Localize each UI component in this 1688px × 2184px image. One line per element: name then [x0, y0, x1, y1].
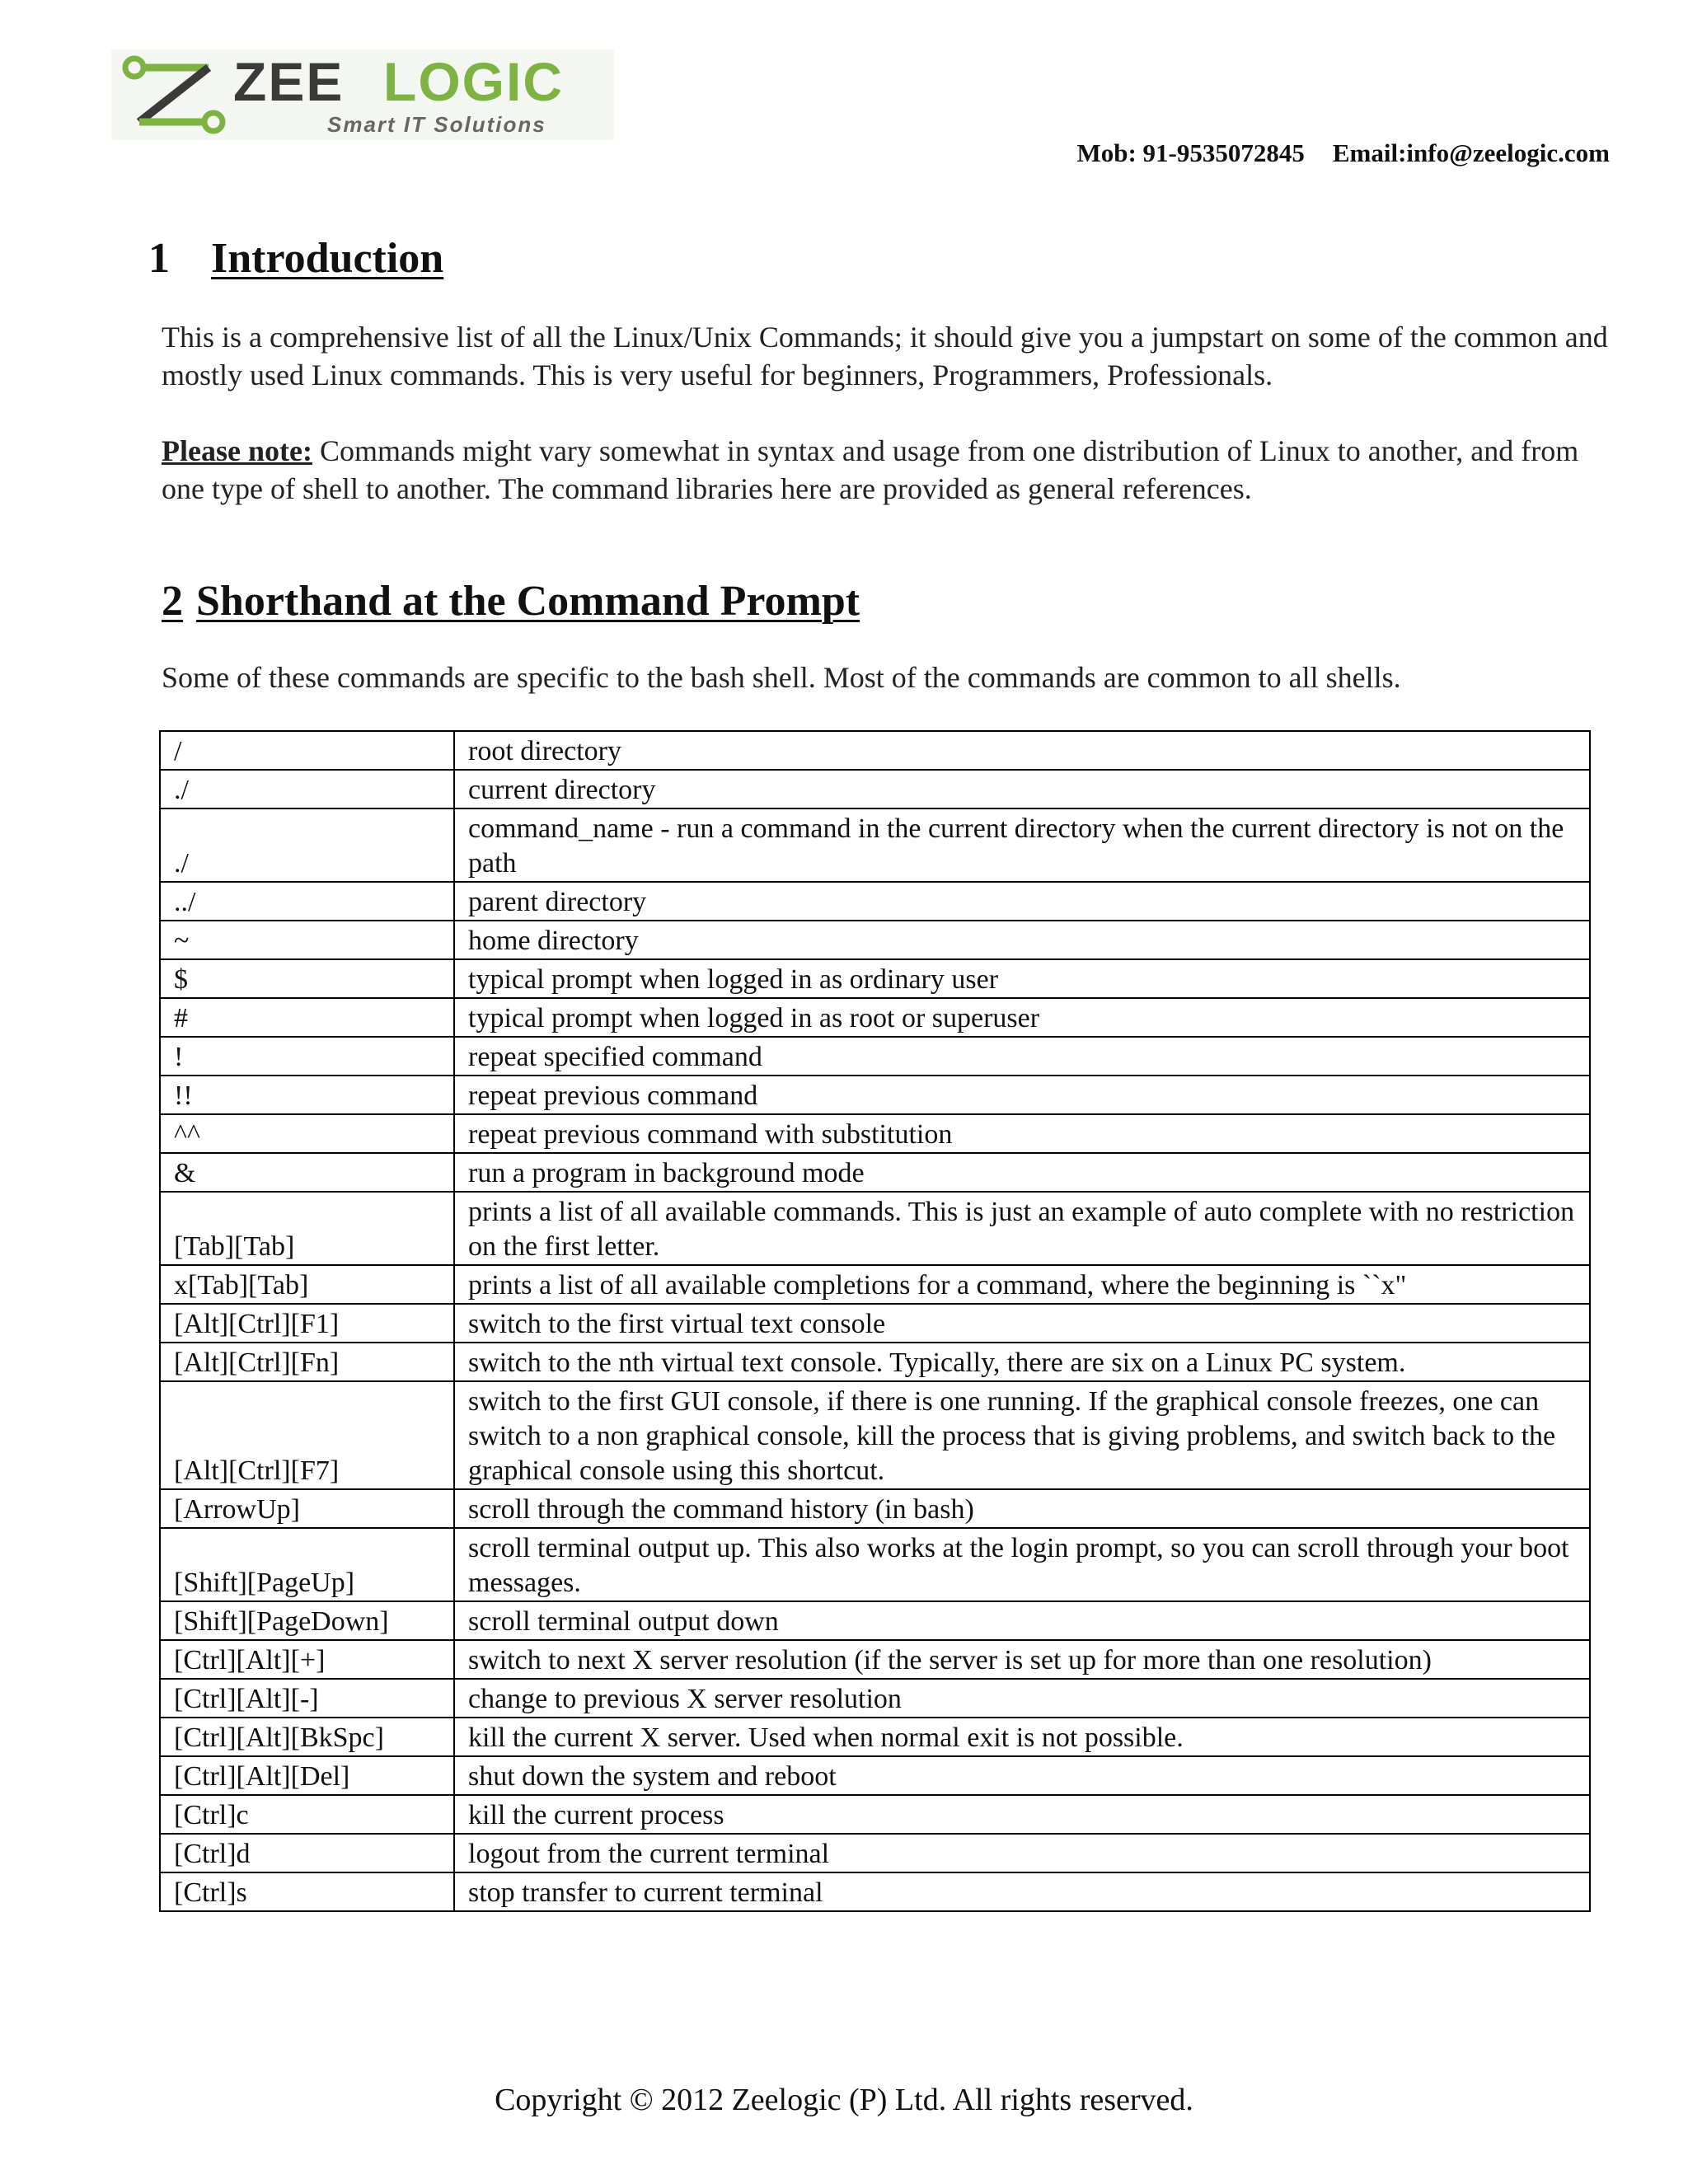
description-cell: kill the current process — [454, 1795, 1590, 1834]
command-table — [159, 730, 1591, 1912]
command-cell: [ArrowUp] — [160, 1489, 454, 1528]
table-row — [160, 1640, 1590, 1679]
table-row — [160, 1343, 1590, 1381]
description-cell: switch to the first GUI console, if there is one running. If the graphical console freezes, one can switch to a non graphical console, kill the process that is giving problems, and switch back to the graphical console using this shortcut. — [454, 1381, 1590, 1489]
description-cell: typical prompt when logged in as ordinary user — [454, 959, 1590, 998]
section-1-title: Introduction — [211, 235, 444, 282]
description-cell: scroll terminal output down — [454, 1601, 1590, 1640]
command-cell: & — [160, 1153, 454, 1192]
table-row — [160, 1153, 1590, 1192]
description-cell: current directory — [454, 770, 1590, 808]
command-cell: x[Tab][Tab] — [160, 1265, 454, 1304]
description-cell: logout from the current terminal — [454, 1834, 1590, 1872]
table-row — [160, 1037, 1590, 1076]
table-row — [160, 1304, 1590, 1343]
mobile-number: Mob: 91-9535072845 — [1076, 138, 1305, 167]
description-cell: change to previous X server resolution — [454, 1679, 1590, 1718]
intro-paragraph: This is a comprehensive list of all the Linux/Unix Commands; it should give you a jumpstart on some of the common and mostly used Linux commands. This is very useful for beginners, Programmers, Professionals. — [162, 321, 1608, 391]
description-cell: root directory — [454, 731, 1590, 770]
command-cell: [Shift][PageDown] — [160, 1601, 454, 1640]
table-row — [160, 770, 1590, 808]
description-cell: command_name - run a command in the current directory when the current directory is not on the path — [454, 808, 1590, 882]
description-cell: parent directory — [454, 882, 1590, 921]
table-row — [160, 1528, 1590, 1601]
command-cell: [Alt][Ctrl][Fn] — [160, 1343, 454, 1381]
table-row — [160, 808, 1590, 882]
command-cell: ./ — [160, 770, 454, 808]
description-cell: scroll through the command history (in bash) — [454, 1489, 1590, 1528]
description-cell: scroll terminal output up. This also works at the login prompt, so you can scroll through your boot messages. — [454, 1528, 1590, 1601]
command-cell: !! — [160, 1076, 454, 1114]
section-2-intro: Some of these commands are specific to the bash shell. Most of the commands are common to all shells. — [162, 661, 1401, 694]
command-cell: $ — [160, 959, 454, 998]
description-cell: shut down the system and reboot — [454, 1756, 1590, 1795]
table-row — [160, 1872, 1590, 1911]
svg-text:Smart IT Solutions: Smart IT Solutions — [327, 112, 546, 137]
description-cell: switch to the nth virtual text console. Typically, there are six on a Linux PC system. — [454, 1343, 1590, 1381]
table-row — [160, 1265, 1590, 1304]
description-cell: repeat previous command — [454, 1076, 1590, 1114]
command-cell: ^^ — [160, 1114, 454, 1153]
svg-text:ZEE: ZEE — [233, 51, 345, 112]
description-cell: typical prompt when logged in as root or superuser — [454, 998, 1590, 1037]
table-row — [160, 1114, 1590, 1153]
zeelogic-logo-icon — [111, 49, 614, 140]
description-cell: repeat previous command with substitution — [454, 1114, 1590, 1153]
table-row — [160, 1489, 1590, 1528]
table-row — [160, 1192, 1590, 1265]
copyright-footer: Copyright © 2012 Zeelogic (P) Ltd. All rights reserved. — [495, 2083, 1193, 2117]
command-cell: / — [160, 731, 454, 770]
description-cell: prints a list of all available commands. This is just an example of auto complete with no restriction on the first letter. — [454, 1192, 1590, 1265]
command-table-body — [160, 731, 1590, 1911]
description-cell: kill the current X server. Used when normal exit is not possible. — [454, 1718, 1590, 1756]
table-row — [160, 1718, 1590, 1756]
command-cell: [Ctrl]d — [160, 1834, 454, 1872]
description-cell: run a program in background mode — [454, 1153, 1590, 1192]
table-row — [160, 731, 1590, 770]
email-address: Email:info@zeelogic.com — [1332, 138, 1610, 167]
note-paragraph — [162, 432, 1612, 508]
table-row — [160, 1076, 1590, 1114]
section-1-heading — [148, 234, 443, 283]
command-cell: ~ — [160, 921, 454, 959]
note-label: Please note: — [162, 434, 312, 467]
note-text: Commands might vary somewhat in syntax and usage from one distribution of Linux to another, and from one type of shell to another. The command libraries here are provided as general references. — [162, 434, 1579, 505]
command-cell: [Ctrl]s — [160, 1872, 454, 1911]
description-cell: home directory — [454, 921, 1590, 959]
table-row — [160, 1795, 1590, 1834]
section-1-number: 1 — [148, 235, 170, 282]
command-cell: [Ctrl][Alt][BkSpc] — [160, 1718, 454, 1756]
table-row — [160, 1834, 1590, 1872]
command-cell: [Alt][Ctrl][F1] — [160, 1304, 454, 1343]
section-2-title: Shorthand at the Command Prompt — [196, 578, 860, 625]
table-row — [160, 1756, 1590, 1795]
command-cell: [Alt][Ctrl][F7] — [160, 1381, 454, 1489]
command-cell: [Tab][Tab] — [160, 1192, 454, 1265]
description-cell: stop transfer to current terminal — [454, 1872, 1590, 1911]
company-logo — [111, 49, 614, 140]
command-cell: [Shift][PageUp] — [160, 1528, 454, 1601]
command-cell: # — [160, 998, 454, 1037]
table-row — [160, 1601, 1590, 1640]
description-cell: prints a list of all available completions for a command, where the beginning is ``x" — [454, 1265, 1590, 1304]
table-row — [160, 959, 1590, 998]
command-cell: ./ — [160, 808, 454, 882]
section-2-heading — [162, 577, 860, 626]
section-2-number: 2 — [162, 578, 183, 625]
command-cell: [Ctrl]c — [160, 1795, 454, 1834]
command-cell: [Ctrl][Alt][+] — [160, 1640, 454, 1679]
table-row — [160, 1381, 1590, 1489]
table-row — [160, 998, 1590, 1037]
command-cell: [Ctrl][Alt][-] — [160, 1679, 454, 1718]
command-cell: ../ — [160, 882, 454, 921]
table-row — [160, 1679, 1590, 1718]
command-cell: [Ctrl][Alt][Del] — [160, 1756, 454, 1795]
contact-info — [1076, 138, 1610, 168]
description-cell: switch to next X server resolution (if the server is set up for more than one resolution) — [454, 1640, 1590, 1679]
svg-text:LOGIC: LOGIC — [383, 51, 564, 112]
table-row — [160, 882, 1590, 921]
description-cell: repeat specified command — [454, 1037, 1590, 1076]
command-cell: ! — [160, 1037, 454, 1076]
description-cell: switch to the first virtual text console — [454, 1304, 1590, 1343]
table-row — [160, 921, 1590, 959]
